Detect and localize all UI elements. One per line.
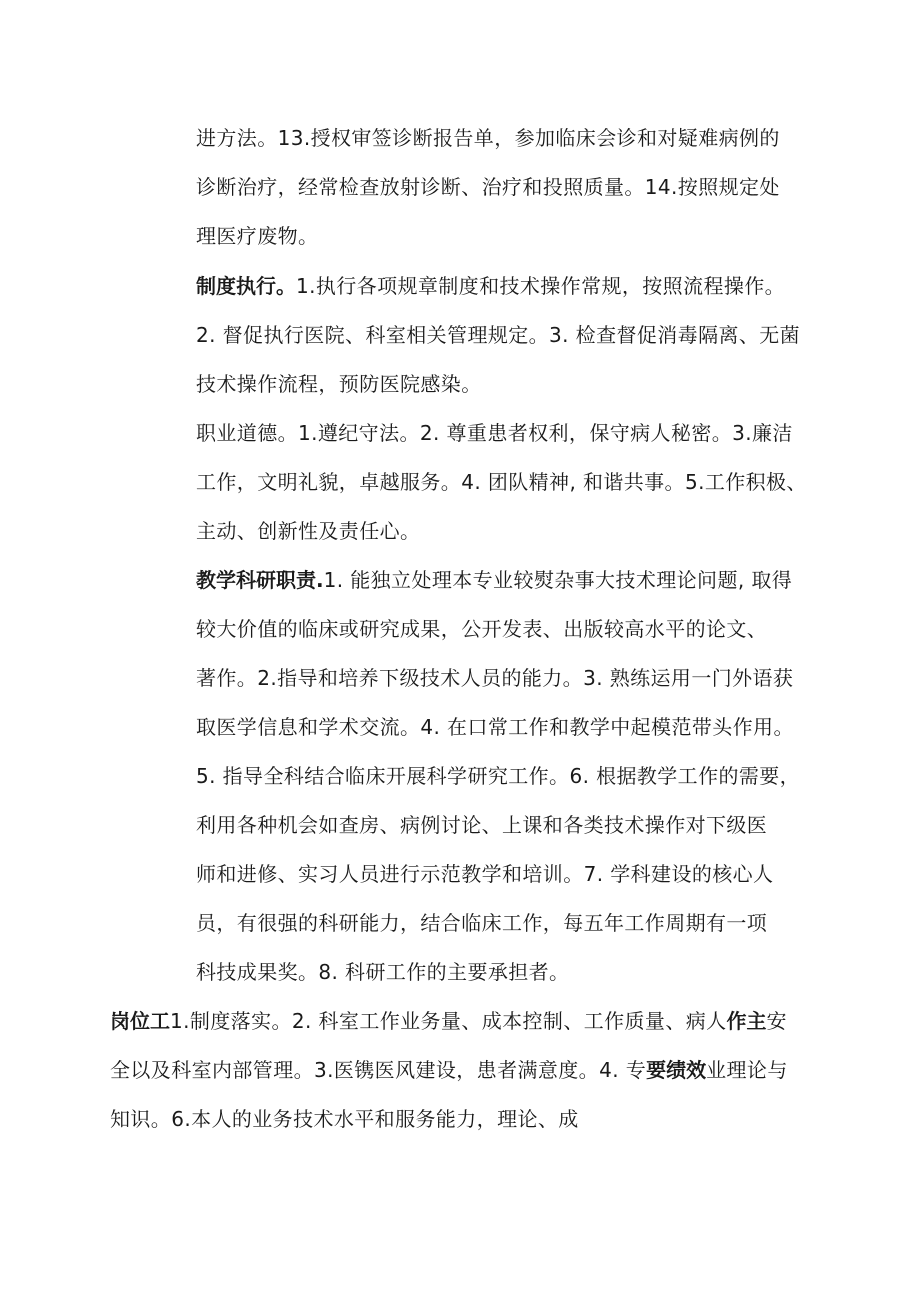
text-line: 工作，文明礼貌，卓越服务。4. 团队精神, 和谐共事。5.工作积极、 <box>196 470 807 494</box>
text-line: 职业道德。1.遵纪守法。2. 尊重患者权利，保守病人秘密。3.廉洁 <box>196 421 793 445</box>
text-line: 利用各种机会如查房、病例讨论、上课和各类技术操作对下级医 <box>196 813 768 837</box>
overlay-bold-text: 作主 <box>726 1009 767 1033</box>
text-line: 诊断治疗，经常检查放射诊断、治疗和投照质量。14.按照规定处 <box>196 175 780 199</box>
text-line: 理医疗废物。 <box>196 224 319 248</box>
text-line: 技术操作流程，预防医院感染。 <box>196 372 482 396</box>
text-span: 1.执行各项规章制度和技术操作常规，按照流程操作。 <box>296 274 786 298</box>
section-heading: 教学科研职责. <box>196 568 324 592</box>
text-line: 主动、创新性及责任心。 <box>196 519 421 543</box>
text-span: 1. 能独立处理本专业较熨杂事大技术理论问题, 取得 <box>323 568 793 592</box>
text-line: 知识。6.本人的业务技术水平和服务能力，理论、成 <box>110 1107 579 1131</box>
text-line: 进方法。13.授权审签诊断报告单，参加临床会诊和对疑难病例的 <box>196 126 780 150</box>
text-line: 2. 督促执行医院、科室相关管理规定。3. 检查督促消毒隔离、无菌 <box>196 323 801 347</box>
overlay-bold-text: 要绩效 <box>646 1058 707 1082</box>
text-line: 科技成果奖。8. 科研工作的主要承担者。 <box>196 960 570 984</box>
text-line: 5. 指导全科结合临床开展科学研究工作。6. 根据教学工作的需要， <box>196 764 801 788</box>
text-line: 较大价值的临床或研究成果，公开发表、出版较高水平的论文、 <box>196 617 768 641</box>
text-line: 师和进修、实习人员进行示范教学和培训。7. 学科建设的核心人 <box>196 862 774 886</box>
text-span: 安 <box>766 1009 787 1033</box>
text-line-mixed <box>110 1055 788 1085</box>
text-line: 取医学信息和学术交流。4. 在口常工作和教学中起模范带头作用。 <box>196 715 794 739</box>
text-line: 员，有很强的科研能力，结合临床工作，每五年工作周期有一项 <box>196 911 768 935</box>
section-line-teaching <box>196 565 792 595</box>
section-line-rules <box>196 271 785 301</box>
text-span: 业理论与 <box>706 1058 788 1082</box>
section-heading: 岗位工 <box>110 1009 170 1033</box>
text-span: 全以及科室内部管理。3.医镌医风建设，患者满意度。4. 专 <box>110 1058 647 1082</box>
text-span: 1.制度落实。2. 科室工作业务量、成本控制、工作质量、病人 <box>170 1009 727 1033</box>
section-heading: 制度执行。 <box>196 274 296 298</box>
text-line: 著作。2.指导和培养下级技术人员的能力。3. 熟练运用一门外语获 <box>196 666 794 690</box>
section-line-post <box>110 1006 787 1036</box>
